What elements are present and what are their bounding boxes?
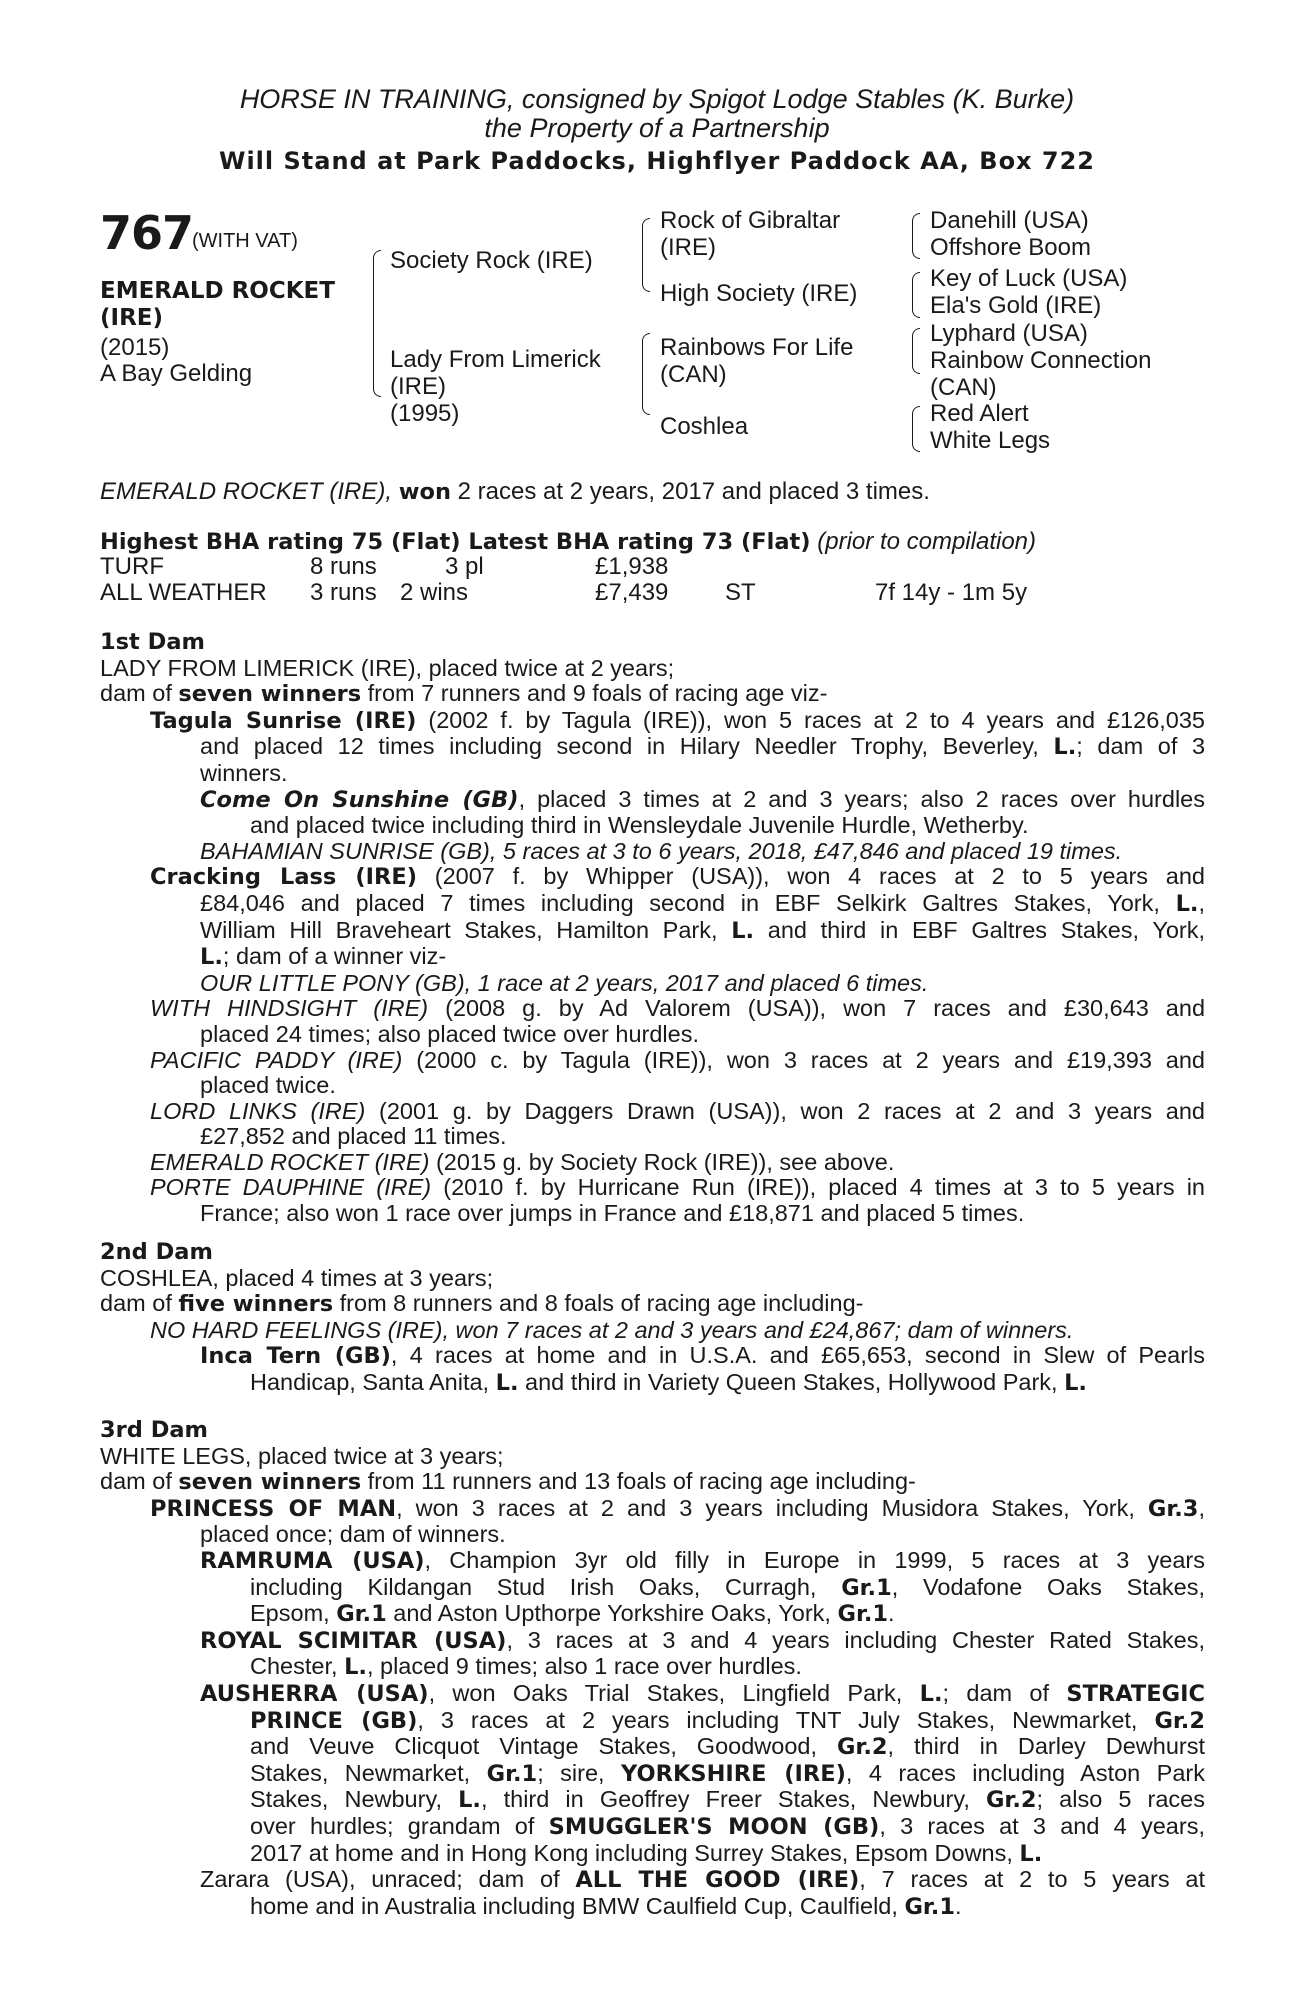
produce-entry: PORTE DAUPHINE (IRE) (2010 f. by Hurricane Run (IRE)), placed 4 times at 3 to 5 years in [150, 1174, 1206, 1201]
summary-record: 2 races at 2 years, 2017 and placed 3 times. [457, 478, 930, 505]
record-going: ST [725, 579, 756, 606]
produce-entry: LORD LINKS (IRE) (2001 g. by Daggers Drawn (USA)), won 2 races at 2 and 3 years and [150, 1097, 1205, 1124]
sire-sire-suffix: (IRE) [660, 234, 716, 261]
horse-description: A Bay Gelding [100, 360, 253, 387]
produce-entry: Cracking Lass (IRE) (2007 f. by Whipper (USA)), won 4 races at 2 to 5 years and [150, 863, 1205, 891]
vat-note: (WITH VAT) [192, 230, 298, 252]
second-dam-section [100, 1240, 1205, 1397]
dam-year: (1995) [390, 400, 460, 427]
horse-name: EMERALD ROCKET [100, 278, 335, 304]
sire-dam-dam: Ela's Gold (IRE) [930, 292, 1102, 319]
produce-entry: Inca Tern (GB), 4 races at home and in U.S.A. and £65,653, second in Slew of Pearls [200, 1342, 1205, 1370]
dam-suffix: (IRE) [390, 373, 446, 400]
produce-entry: Come On Sunshine (GB), placed 3 times at 2 and 3 years; also 2 races over hurdles [200, 785, 1205, 813]
produce-entry-cont: £84,046 and placed 7 times including second in EBF Selkirk Galtres Stakes, York, L., [200, 889, 1205, 917]
produce-entry-cont: 2017 at home and in Hong Kong including Surrey Stakes, Epsom Downs, L. [250, 1839, 1043, 1867]
sire-sire: Rock of Gibraltar [660, 207, 841, 234]
record-wins: 2 wins [400, 579, 469, 606]
gen3-brace-4 [912, 406, 920, 452]
produce-entry: ROYAL SCIMITAR (USA), 3 races at 3 and 4 years including Chester Rated Stakes, [200, 1626, 1206, 1654]
turf-record-row [100, 554, 1027, 580]
sire-sire-sire: Danehill (USA) [930, 207, 1089, 234]
dam-sire: Rainbows For Life [660, 334, 854, 361]
produce-entry-cont: Epsom, Gr.1 and Aston Upthorpe Yorkshire Oaks, York, Gr.1. [250, 1600, 895, 1628]
produce-entry: PACIFIC PADDY (IRE) (2000 c. by Tagula (IRE)), won 3 races at 2 years and £19,393 and [150, 1046, 1206, 1073]
produce-entry: RAMRUMA (USA), Champion 3yr old filly in Europe in 1999, 5 races at 3 years [200, 1546, 1205, 1574]
sire-name: Society Rock (IRE) [390, 247, 593, 274]
race-record [100, 554, 1027, 606]
section-heading: 1st Dam [100, 629, 205, 655]
produce-entry-cont: and placed 12 times including second in Hilary Needler Trophy, Beverley, L.; dam of 3 [200, 733, 1206, 761]
gen3-brace-2 [912, 272, 920, 318]
produce-entry-cont: Stakes, Newmarket, Gr.1; sire, YORKSHIRE (IRE), 4 races including Aston Park [250, 1759, 1206, 1787]
stand-location-line: Will Stand at Park Paddocks, Highflyer Paddock AA, Box 722 [218, 147, 1095, 175]
dam-sire-sire: Lyphard (USA) [930, 320, 1088, 347]
produce-entry: AUSHERRA (USA), won Oaks Trial Stakes, Lingfield Park, L.; dam of STRATEGIC [200, 1679, 1205, 1707]
produce-entry-cont: £27,852 and placed 11 times. [200, 1123, 507, 1150]
produce-entry-cont: winners. [200, 759, 288, 786]
produce-summary: dam of seven winners from 7 runners and 9 foals of racing age viz- [100, 680, 828, 708]
gen3-brace-1 [912, 213, 920, 259]
record-runs: 8 runs [310, 553, 377, 580]
produce-entry: OUR LITTLE PONY (GB), 1 race at 2 years, 2017 and placed 6 times. [200, 969, 929, 996]
dam-dam-sire: Red Alert [930, 400, 1029, 427]
produce-entry: Tagula Sunrise (IRE) (2002 f. by Tagula (IRE)), won 5 races at 2 to 4 years and £126,035 [150, 706, 1206, 734]
third-dam-section [100, 1418, 1205, 1920]
produce-entry: PRINCESS OF MAN, won 3 races at 2 and 3 years including Musidora Stakes, York, Gr.3, [150, 1494, 1205, 1522]
aw-record-row [100, 580, 1027, 606]
pedigree-brace [373, 250, 381, 397]
dam-sire-suffix: (CAN) [660, 361, 727, 388]
record-distance [875, 554, 1027, 580]
produce-entry-cont: France; also won 1 race over jumps in France and £18,871 and placed 5 times. [200, 1200, 1025, 1227]
produce-entry-cont: PRINCE (GB), 3 races at 2 years including TNT July Stakes, Newmarket, Gr.2 [250, 1706, 1206, 1734]
dam-line: WHITE LEGS, placed twice at 3 years; [100, 1442, 504, 1469]
produce-entry-cont: Handicap, Santa Anita, L. and third in Variety Queen Stakes, Hollywood Park, L. [250, 1368, 1087, 1396]
sire-dam-sire: Key of Luck (USA) [930, 265, 1128, 292]
produce-entry: NO HARD FEELINGS (IRE), won 7 races at 2 and 3 years and £24,867; dam of winners. [150, 1316, 1074, 1343]
property-line: the Property of a Partnership [484, 113, 830, 143]
produce-entry-cont: and placed twice including third in Wensleydale Juvenile Hurdle, Wetherby. [250, 812, 1029, 839]
summary-won: won [398, 479, 451, 505]
produce-entry-cont: home and in Australia including BMW Caulfield Cup, Caulfield, Gr.1. [250, 1892, 962, 1920]
bha-rating [100, 529, 1036, 556]
consignor-line: HORSE IN TRAINING, consigned by Spigot Lodge Stables (K. Burke) [239, 84, 1075, 114]
produce-summary: dam of five winners from 8 runners and 8 foals of racing age including- [100, 1290, 864, 1318]
produce-summary: dam of seven winners from 11 runners and 13 foals of racing age including- [100, 1468, 916, 1496]
produce-entry-cont: Stakes, Newbury, L., third in Geoffrey Freer Stakes, Newbury, Gr.2; also 5 races [250, 1786, 1206, 1814]
produce-entry-cont: William Hill Braveheart Stakes, Hamilton Park, L. and third in EBF Galtres Stakes, York, [200, 916, 1206, 944]
record-prize: £1,938 [595, 553, 669, 580]
dam-dam: Coshlea [660, 413, 749, 440]
sire-line-brace [642, 218, 650, 292]
record-runs: 3 runs [310, 579, 377, 606]
gen3-brace-3 [912, 328, 920, 374]
produce-entry: WITH HINDSIGHT (IRE) (2008 g. by Ad Valorem (USA)), won 7 races and £30,643 and [150, 995, 1206, 1022]
record-surface: TURF [100, 553, 164, 580]
record-places: 3 pl [445, 553, 484, 580]
record-prize: £7,439 [595, 579, 669, 606]
dam-sire-dam: Rainbow Connection [930, 347, 1152, 374]
produce-entry: Zarara (USA), unraced; dam of ALL THE GOOD (IRE), 7 races at 2 to 5 years at [200, 1866, 1205, 1894]
summary-horse-name: EMERALD ROCKET (IRE), [100, 478, 393, 505]
produce-entry-cont: placed twice. [200, 1072, 336, 1099]
produce-entry-cont: over hurdles; grandam of SMUGGLER'S MOON (GB), 3 races at 3 and 4 years, [250, 1812, 1205, 1840]
record-going [725, 554, 875, 580]
section-heading: 3rd Dam [100, 1417, 208, 1443]
dam-dam-dam: White Legs [930, 427, 1051, 454]
produce-entry: BAHAMIAN SUNRISE (GB), 5 races at 3 to 6 years, 2018, £47,846 and placed 19 times. [200, 837, 1123, 864]
horse-name-suffix: (IRE) [100, 305, 164, 331]
rating-note: (prior to compilation) [817, 528, 1037, 555]
dam-line: COSHLEA, placed 4 times at 3 years; [100, 1264, 494, 1291]
dam-sire-dam-suffix: (CAN) [930, 374, 997, 401]
foaling-year: (2015) [100, 334, 170, 361]
sire-sire-dam: Offshore Boom [930, 234, 1091, 261]
dam-line-brace [642, 333, 650, 415]
lot-number: 767 [100, 206, 194, 260]
section-heading: 2nd Dam [100, 1239, 213, 1265]
produce-entry-cont: placed 24 times; also placed twice over hurdles. [200, 1020, 699, 1047]
produce-entry-cont: L.; dam of a winner viz- [200, 943, 447, 971]
record-surface: ALL WEATHER [100, 579, 267, 606]
produce-entry: EMERALD ROCKET (IRE) (2015 g. by Society Rock (IRE)), see above. [150, 1148, 895, 1175]
sire-dam: High Society (IRE) [660, 280, 858, 307]
rating-values: Highest BHA rating 75 (Flat) Latest BHA rating 73 (Flat) [100, 529, 811, 555]
first-dam-section [100, 630, 1205, 1227]
dam-line: LADY FROM LIMERICK (IRE), placed twice at 2 years; [100, 654, 675, 681]
produce-entry-cont: and Veuve Clicquot Vintage Stakes, Goodwood, Gr.2, third in Darley Dewhurst [250, 1733, 1206, 1761]
record-distance: 7f 14y - 1m 5y [875, 579, 1028, 606]
produce-entry-cont: including Kildangan Stud Irish Oaks, Curragh, Gr.1, Vodafone Oaks Stakes, [250, 1573, 1205, 1601]
dam-name: Lady From Limerick [390, 346, 601, 373]
produce-entry-cont: Chester, L., placed 9 times; also 1 race over hurdles. [250, 1653, 802, 1681]
produce-entry-cont: placed once; dam of winners. [200, 1521, 506, 1548]
race-summary [100, 479, 930, 506]
